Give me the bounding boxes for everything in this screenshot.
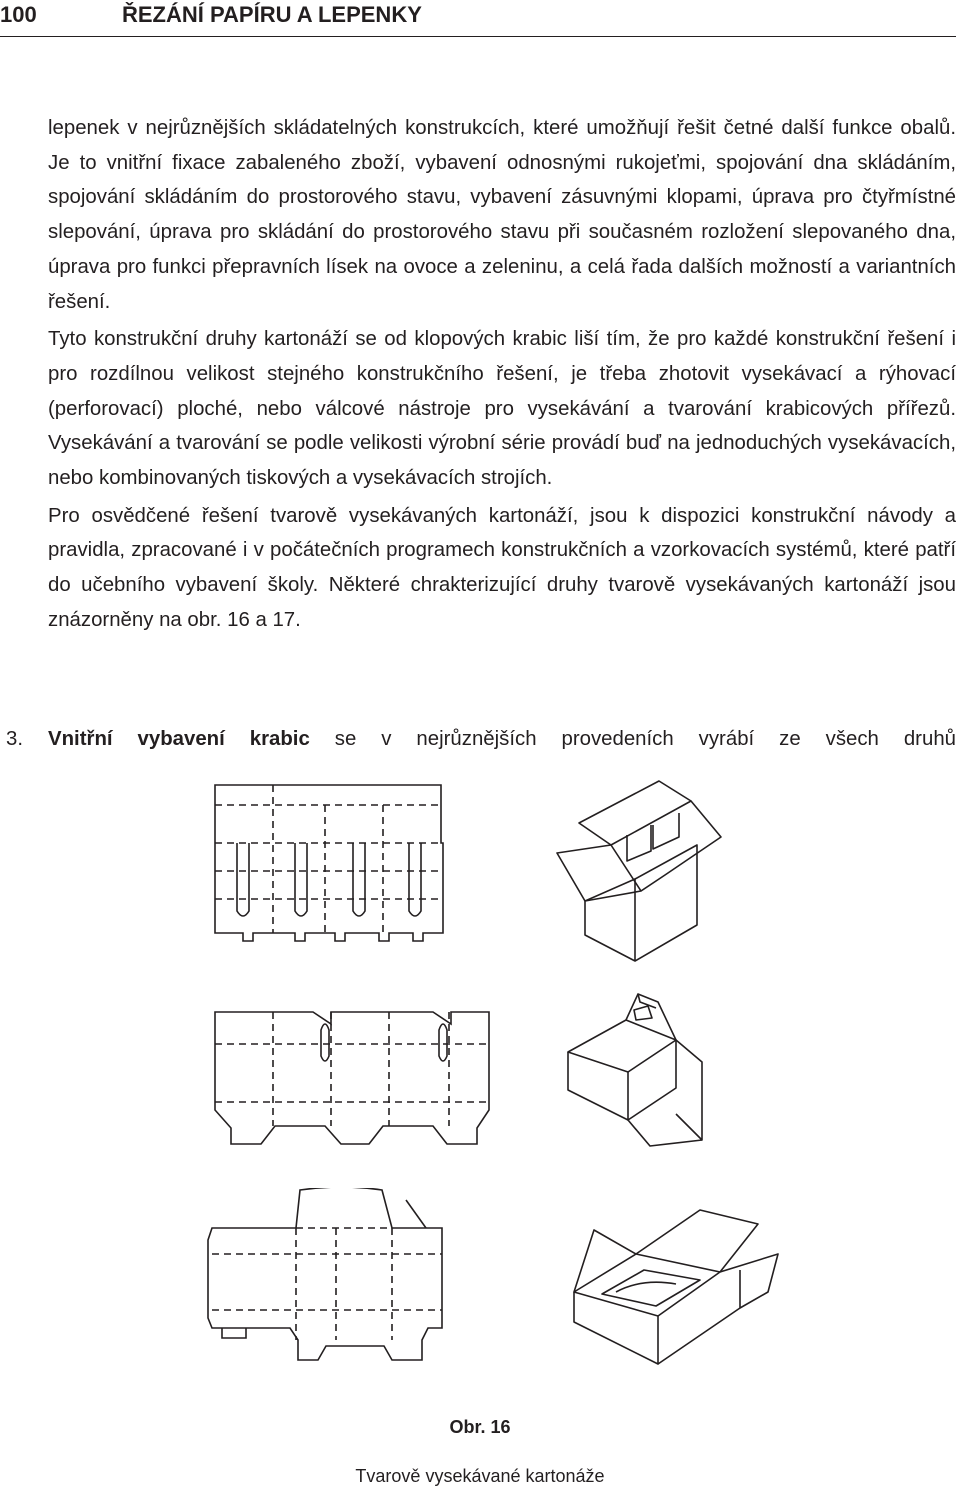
figure-caption: Tvarově vysekávané kartonáže <box>355 1466 605 1486</box>
die-cut-blank-2 <box>213 1010 493 1146</box>
list-rest: se v nejrůznějších provedeních vyrábí ze všech druhů <box>309 728 956 750</box>
paragraph-3: Pro osvědčené řešení tvarově vysekávaných kartonáží, jsou k dispozici konstrukční návody a pravidla, zpracované i v počátečních programech konstrukčních a vzorkovacích systémů, které patří do učebního vybavení školy. Některé chrakterizující druhy tvarově vysekávaných kartonáží jsou znázorněny na obr. 16 a 17. <box>48 504 956 631</box>
die-cut-blank-1 <box>213 783 445 943</box>
gable-box-3d <box>566 990 706 1150</box>
die-cut-blank-3 <box>206 1188 446 1364</box>
figure-label: Obr. 16 <box>449 1417 511 1437</box>
list-bold-lead: Vnitřní vybavení krabic <box>48 728 310 750</box>
box-with-dividers-3d <box>555 775 725 965</box>
tuck-box-insert-3d <box>572 1198 782 1368</box>
body-text <box>48 111 956 638</box>
header-rule <box>0 36 956 37</box>
list-number: 3. <box>6 728 24 750</box>
paragraph-2: Tyto konstrukční druhy kartonáží se od klopových krabic liší tím, že pro každé konstrukční řešení i pro rozdílnou velikost stejného konstrukčního řešení, je třeba zhotovit vysekávací a rýhovací (perforovací) ploché, nebo válcové nástroje pro vysekávání a tvarování krabicových přířezů. Vysekávání a tvarování se podle velikosti výrobní série provádí buď na jednoduchých vysekávacích, nebo kombinovaných tiskových a vysekávacích strojích. <box>48 328 956 490</box>
running-title: ŘEZÁNÍ PAPÍRU A LEPENKY <box>122 2 422 27</box>
page-header <box>0 0 960 40</box>
list-text <box>48 722 956 757</box>
page-number: 100 <box>0 2 37 27</box>
paragraph-1: lepenek v nejrůznějších skládatelných konstrukcích, které umožňují řešit četné další funkce obalů. Je to vnitřní fixace zabaleného zboží, vybavení odnosnými rukojeťmi, spojování dna skládáním, spojování skládáním do prostorového stavu, vybavení zásuvnými klopami, úprava pro čtyřmístné slepování, úprava pro skládání do prostorového stavu při současném rozložení slepovaného dna, úprava pro funkci přepravních lísek na ovoce a zeleninu, a celá řada dalších možností a variantních řešení. <box>48 117 956 313</box>
